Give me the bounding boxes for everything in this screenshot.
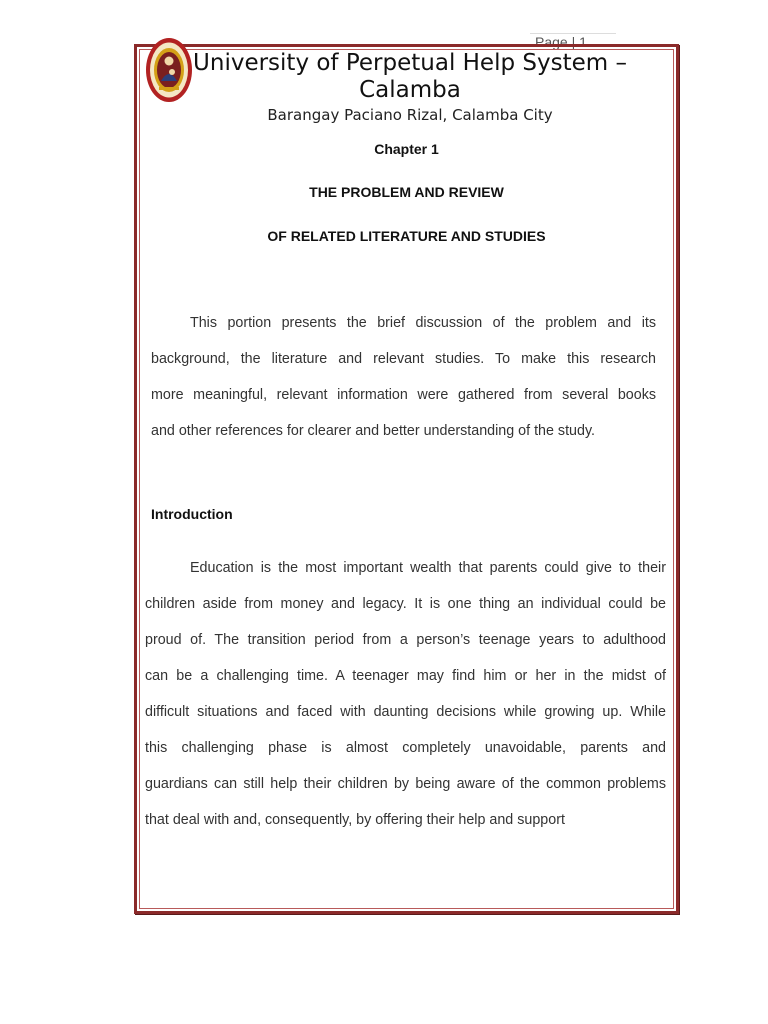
chapter-title-line-2: OF RELATED LITERATURE AND STUDIES <box>267 228 546 244</box>
page-number: Page | 1 <box>535 34 587 50</box>
paragraph-line: difficult situations and faced with daunting decisions while growing up. While <box>145 704 666 720</box>
paragraph-line: more meaningful, relevant information were gathered from several books <box>151 387 656 403</box>
paragraph-line: background, the literature and relevant studies. To make this research <box>151 351 656 367</box>
section-title-introduction: Introduction <box>151 506 233 522</box>
university-address: Barangay Paciano Rizal, Calamba City <box>267 106 553 124</box>
paragraph-line: This portion presents the brief discussion of the problem and its <box>190 315 656 331</box>
paragraph-line: this challenging phase is almost completely unavoidable, parents and <box>145 740 666 756</box>
introduction-paragraph <box>145 550 666 838</box>
university-seal-icon <box>145 37 193 103</box>
chapter-title-line-1: THE PROBLEM AND REVIEW <box>309 184 504 200</box>
intro-paragraph <box>151 305 656 449</box>
chapter-number: Chapter 1 <box>374 141 439 157</box>
paragraph-line: children aside from money and legacy. It is one thing an individual could be <box>145 596 666 612</box>
paragraph-line: and other references for clearer and better understanding of the study. <box>151 423 596 439</box>
paragraph-line: can be a challenging time. A teenager may find him or her in the midst of <box>145 668 666 684</box>
paragraph-line: guardians can still help their children by being aware of the common problems <box>145 776 666 792</box>
paragraph-line: Education is the most important wealth that parents could give to their <box>190 560 666 576</box>
university-name: University of Perpetual Help System – Calamba <box>193 50 627 103</box>
paragraph-line: proud of. The transition period from a person’s teenage years to adulthood <box>145 632 666 648</box>
paragraph-line: that deal with and, consequently, by offering their help and support <box>145 812 565 828</box>
